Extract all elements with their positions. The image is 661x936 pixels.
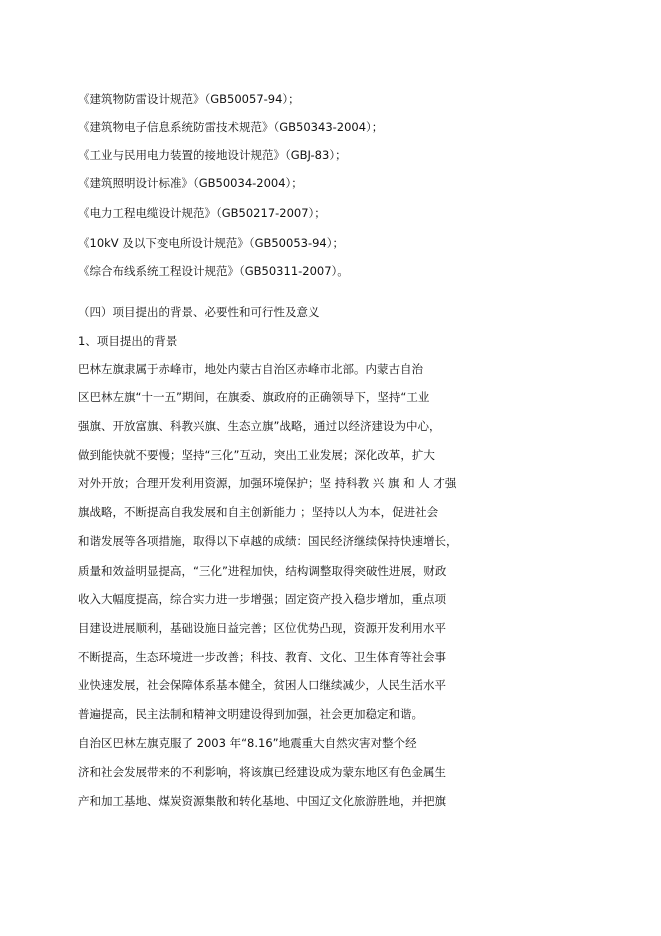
body-line: 不断提高，生态环境进一步改善；科技、教育、文化、卫生体育等社会事 (78, 650, 446, 664)
body-line: 普遍提高，民主法制和精神文明建设得到加强，社会更加稳定和谐。 (78, 707, 423, 721)
body-line: 产和加工基地、煤炭资源集散和转化基地、中国辽文化旅游胜地，并把旗 (78, 794, 446, 808)
body-line: 目建设进展顺利，基础设施日益完善；区位优势凸现，资源开发利用水平 (78, 621, 446, 635)
body-line: 质量和效益明显提高，“三化”进程加快，结构调整取得突破性进展，财政 (78, 564, 447, 578)
reference-item: 《工业与民用电力装置的接地设计规范》（GBJ-83）； (78, 148, 347, 162)
subsection-heading: 1、项目提出的背景 (78, 334, 178, 348)
body-line: 济和社会发展带来的不利影响，将该旗已经建设成为蒙东地区有色金属生 (78, 765, 446, 779)
reference-item: 《建筑照明设计标准》（GB50034-2004）； (78, 176, 303, 190)
body-line: 自治区巴林左旗克服了 2003 年“8.16”地震重大自然灾害对整个经 (78, 736, 417, 750)
body-line: 强旗、开放富旗、科教兴旗、生态立旗”战略，通过以经济建设为中心， (78, 419, 441, 433)
reference-item: 《电力工程电缆设计规范》（GB50217-2007）； (78, 206, 326, 220)
body-line: 旗战略，不断提高自我发展和自主创新能力 ；坚持以人为本，促进社会 (78, 505, 439, 519)
reference-item: 《10kV 及以下变电所设计规范》（GB50053-94）； (78, 236, 344, 250)
body-line: 对外开放；合理开发利用资源，加强环境保护；坚 持科教 兴 旗 和 人 才强 (78, 476, 457, 490)
section-heading: （四）项目提出的背景、必要性和可行性及意义 (78, 305, 320, 319)
reference-item: 《综合布线系统工程设计规范》（GB50311-2007）。 (78, 264, 349, 278)
body-line: 做到能快就不要慢；坚持“三化”互动，突出工业发展；深化改革，扩大 (78, 448, 435, 462)
body-line: 业快速发展，社会保障体系基本健全，贫困人口继续减少，人民生活水平 (78, 678, 446, 692)
body-line: 和谐发展等各项措施，取得以下卓越的成绩：国民经济继续保持快速增长， (78, 534, 458, 548)
body-line: 巴林左旗隶属于赤峰市，地处内蒙古自治区赤峰市北部。内蒙古自治 (78, 362, 423, 376)
body-line: 区巴林左旗“十一五”期间，在旗委、旗政府的正确领导下，坚持“工业 (78, 390, 430, 404)
body-line: 收入大幅度提高，综合实力进一步增强；固定资产投入稳步增加，重点项 (78, 592, 446, 606)
reference-item: 《建筑物电子信息系统防雷技术规范》（GB50343-2004）； (78, 120, 384, 134)
reference-item: 《建筑物防雷设计规范》（GB50057-94）； (78, 92, 300, 106)
